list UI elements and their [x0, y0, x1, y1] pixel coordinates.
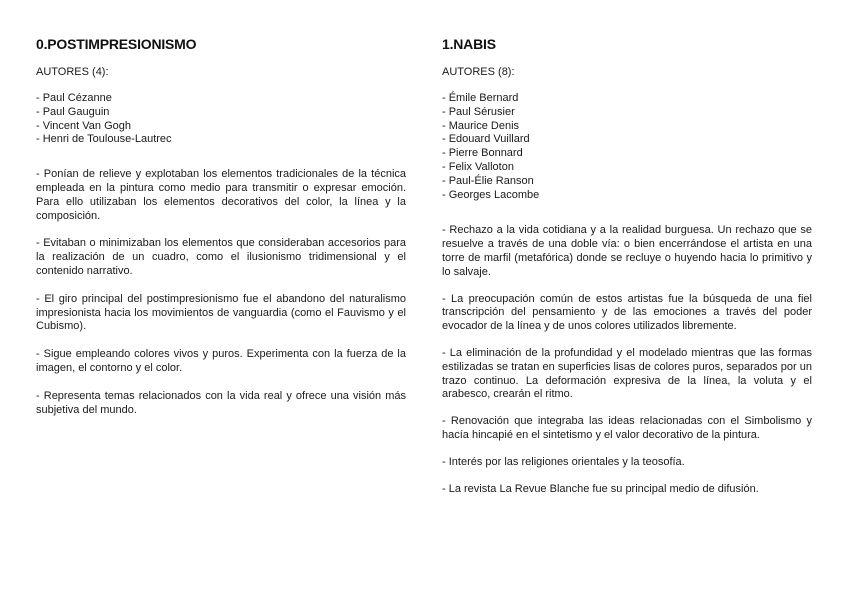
paragraph: - Representa temas relacionados con la vida real y ofrece una visión más subjetiva del mundo. — [36, 389, 406, 416]
author-item: - Paul Gauguin — [36, 105, 110, 118]
author-item: - Paul Cézanne — [36, 92, 112, 104]
paragraph: - Interés por las religiones orientales y la teosofía. — [442, 455, 685, 468]
author-item: - Vincent Van Gogh — [36, 119, 131, 132]
paragraph: - El giro principal del postimpresionismo fue el abandono del naturalismo impresionista hacia los movimientos de vanguardia (como el Fauvismo y el Cubismo). — [36, 292, 406, 333]
author-item: - Henri de Toulouse-Lautrec — [36, 133, 172, 146]
paragraph: - La eliminación de la profundidad y el modelado mientras que las formas estilizadas se tratan en superficies lisas de colores puros, separados por un trazo continuo. La deformación expresiva de la línea, la voluta y el arabesco, crearán el ritmo. — [442, 346, 812, 401]
author-item: - Maurice Denis — [442, 119, 520, 132]
author-item: - Georges Lacombe — [442, 188, 540, 201]
postimpresionismo-column — [36, 36, 406, 431]
author-item: - Edouard Vuillard — [442, 133, 530, 146]
author-item: - Pierre Bonnard — [442, 147, 523, 160]
authors-list — [36, 92, 406, 147]
paragraph: - La revista La Revue Blanche fue su principal medio de difusión. — [442, 482, 759, 495]
paragraph: - Rechazo a la vida cotidiana y a la realidad burguesa. Un rechazo que se resuelve a través de una doble vía: o bien encerrándose el artista en una torre de marfil (metafórica) donde se recluye o huyendo hacia lo primitivo y lo salvaje. — [442, 224, 812, 278]
author-item: - Paul-Élie Ranson — [442, 174, 534, 187]
paragraph: - Evitaban o minimizaban los elementos que consideraban accesorios para la realización de un cuadro, como el ilusionismo tridimensional y el contenido narrativo. — [36, 237, 406, 277]
paragraph: - La preocupación común de estos artistas fue la búsqueda de una fiel transcripción del pensamiento y de las emociones a través del poder evocador de la línea y de unos colores utilizados libremente. — [442, 292, 812, 333]
authors-label: AUTORES (8): — [442, 66, 515, 78]
paragraph: - Ponían de relieve y explotaban los elementos tradicionales de la técnica empleada en la pintura como medio para transmitir o expresar emoción. Para ello utilizaban los elementos decorativos del color, la línea y la composición. — [36, 168, 406, 222]
nabis-column — [442, 36, 812, 509]
author-item: - Paul Sérusier — [442, 105, 515, 118]
paragraph: - Renovación que integraba las ideas relacionadas con el Simbolismo y hacía hincapié en el sintetismo y el valor decorativo de la pintura. — [442, 415, 812, 441]
author-item: - Felix Valloton — [442, 160, 514, 173]
author-item: - Émile Bernard — [442, 92, 519, 104]
authors-list — [442, 92, 812, 202]
section-title-postimpresionismo: 0.POSTIMPRESIONISMO — [36, 36, 197, 52]
paragraph: - Sigue empleando colores vivos y puros. Experimenta con la fuerza de la imagen, el contorno y el color. — [36, 348, 406, 374]
section-title-nabis: 1.NABIS — [442, 36, 496, 52]
authors-label: AUTORES (4): — [36, 66, 109, 78]
